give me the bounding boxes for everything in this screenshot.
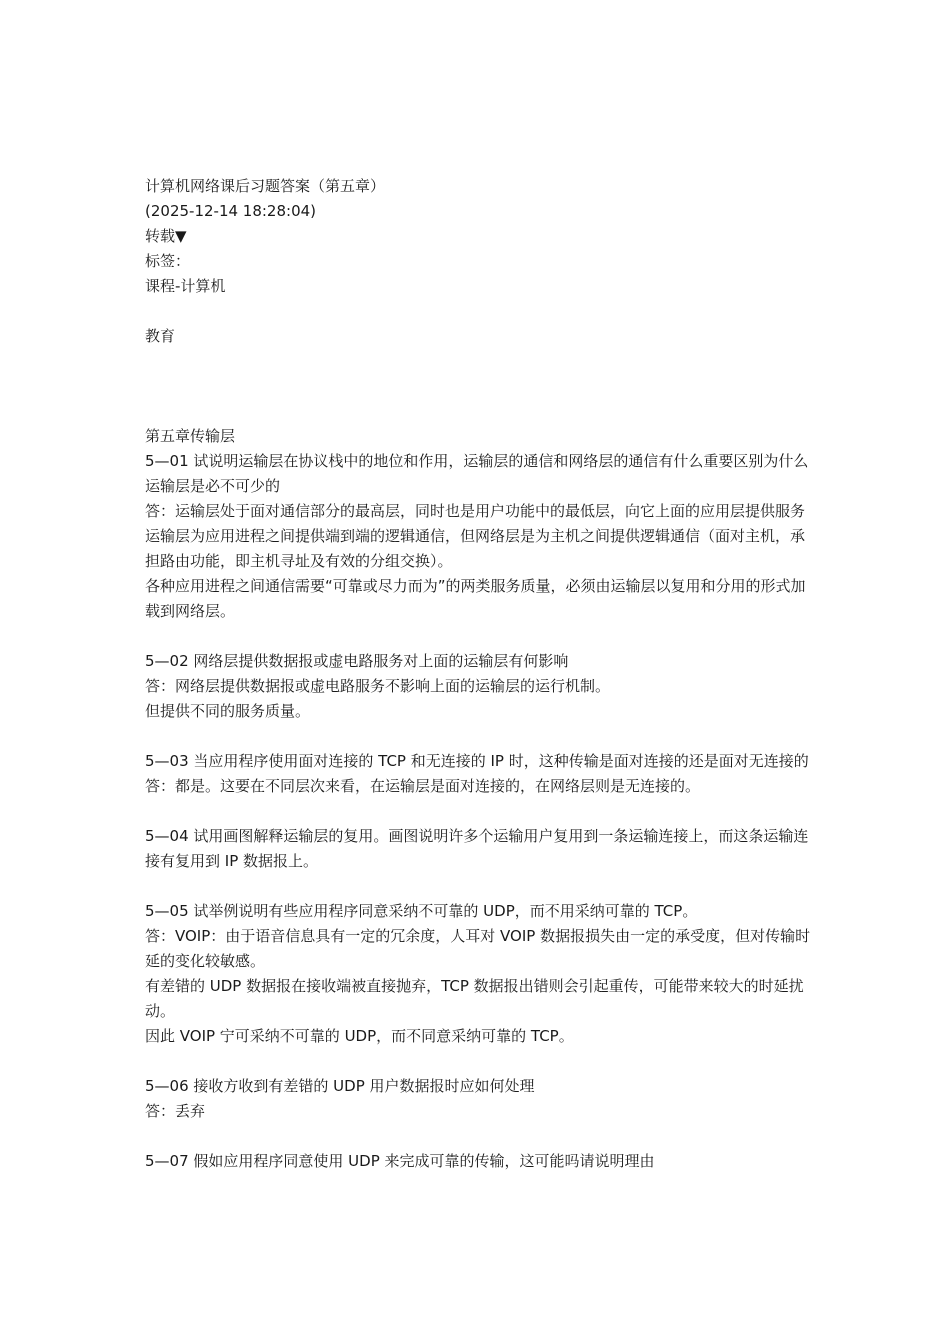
answer-text: 答：运输层处于面对通信部分的最高层，同时也是用户功能中的最低层，向它上面的应用层提供服务: [145, 502, 806, 520]
answer-text: 有差错的 UDP 数据报在接收端被直接抛弃，TCP 数据报出错则会引起重传，可能带来较大的时延扰动。: [145, 977, 804, 1020]
answer-text: 但提供不同的服务质量。: [145, 702, 311, 720]
spacer: [145, 724, 815, 749]
spacer: [145, 1049, 815, 1074]
answer-text: 答：都是。这要在不同层次来看，在运输层是面对连接的，在网络层则是无连接的。: [145, 777, 701, 795]
article-timestamp: (2025-12-14 18:28:04): [145, 202, 317, 220]
document-page: [145, 174, 815, 1174]
question-5-03: 5—03 当应用程序使用面对连接的 TCP 和无连接的 IP 时，这种传输是面对连接的还是面对无连接的: [145, 752, 809, 770]
answer-text: 因此 VOIP 宁可采纳不可靠的 UDP，而不同意采纳可靠的 TCP。: [145, 1027, 574, 1045]
spacer: [145, 799, 815, 824]
tag-link-course[interactable]: 课程-计算机: [145, 277, 226, 295]
answer-text: 运输层为应用进程之间提供端到端的逻辑通信，但网络层是为主机之间提供逻辑通信（面对主机，承担路由功能，即主机寻址及有效的分组交换）。: [145, 527, 806, 570]
spacer: [145, 349, 815, 424]
answer-text: 答：网络层提供数据报或虚电路服务不影响上面的运输层的运行机制。: [145, 677, 611, 695]
tags-label: 标签：: [145, 252, 191, 270]
spacer: [145, 624, 815, 649]
tag-link-education[interactable]: 教育: [145, 327, 176, 345]
spacer: [145, 874, 815, 899]
answer-text: 答：丢弃: [145, 1102, 206, 1120]
answer-text: 答：VOIP：由于语音信息具有一定的冗余度，人耳对 VOIP 数据报损失由一定的承受度，但对传输时延的变化较敏感。: [145, 927, 811, 970]
spacer: [145, 299, 815, 324]
question-5-02: 5—02 网络层提供数据报或虚电路服务对上面的运输层有何影响: [145, 652, 569, 670]
question-5-04: 5—04 试用画图解释运输层的复用。画图说明许多个运输用户复用到一条运输连接上，而这条运输连接有复用到 IP 数据报上。: [145, 827, 809, 870]
repost-toggle[interactable]: 转载▼: [145, 227, 187, 245]
answer-text: 各种应用进程之间通信需要“可靠或尽力而为”的两类服务质量，必须由运输层以复用和分用的形式加载到网络层。: [145, 577, 806, 620]
question-5-06: 5—06 接收方收到有差错的 UDP 用户数据报时应如何处理: [145, 1077, 535, 1095]
question-5-07: 5—07 假如应用程序同意使用 UDP 来完成可靠的传输，这可能吗请说明理由: [145, 1152, 655, 1170]
chapter-heading: 第五章传输层: [145, 427, 236, 445]
question-5-05: 5—05 试举例说明有些应用程序同意采纳不可靠的 UDP，而不用采纳可靠的 TCP。: [145, 902, 698, 920]
spacer: [145, 1124, 815, 1149]
question-5-01: 5—01 试说明运输层在协议栈中的地位和作用，运输层的通信和网络层的通信有什么重要区别为什么运输层是必不可少的: [145, 452, 809, 495]
article-title: 计算机网络课后习题答案（第五章）: [145, 177, 386, 195]
